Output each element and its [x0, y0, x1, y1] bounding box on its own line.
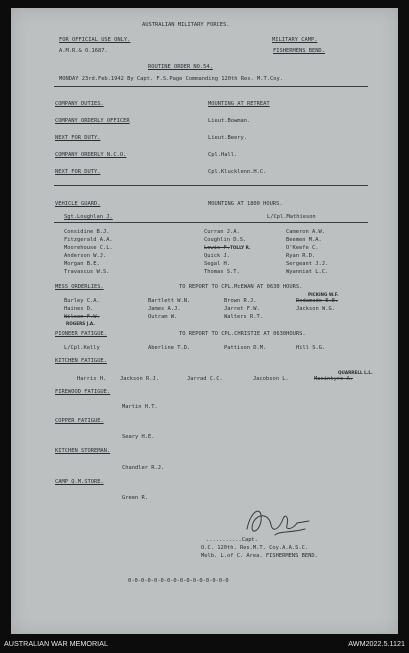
- orderly-nco-label: COMPANY ORDERLY N.C.O.: [55, 152, 127, 158]
- storeman-name: Chandler R.J.: [122, 465, 165, 471]
- guard-name: Beemen M.A.: [286, 237, 322, 243]
- handwritten-note: ROGERS J.A.: [66, 321, 95, 326]
- guard-name: Ryan R.D.: [286, 253, 316, 259]
- footer-accession: AWM2022.5.1121: [348, 639, 405, 648]
- orderly-nco: Cpl.Hall.: [208, 152, 238, 158]
- next-duty-label: NEXT FOR DUTY.: [55, 135, 101, 141]
- end-dashes: 0-0-0-0-0-0-0-0-0-0-0-0-0-0-0-0: [128, 578, 229, 584]
- mess-name: James A.J.: [148, 306, 181, 312]
- vehicle-guard-sgt: Sgt.Loughlan J.: [64, 214, 113, 220]
- vehicle-guard-cpl: L/Cpl.Mathieson: [267, 214, 316, 220]
- official-use: FOR OFFICIAL USE ONLY.: [59, 37, 131, 43]
- mess-orderlies-label: MESS ORDERLIES.: [55, 284, 104, 290]
- guard-name: Fitzgerald A.A.: [64, 237, 113, 243]
- signature-melb: Melb. L.of C. Area. FISHERMENS BEND.: [201, 553, 318, 559]
- handwritten-note: PICKING W.F.: [308, 292, 339, 297]
- guard-name: Moorehouse C.L.: [64, 245, 113, 251]
- mess-name: Bartlett W.N.: [148, 298, 191, 304]
- footer-credit: AUSTRALIAN WAR MEMORIAL: [4, 639, 108, 648]
- mess-name-struck: Wilson F.W.: [64, 314, 100, 320]
- kitchen-name: Jarrad C.C.: [187, 376, 223, 382]
- divider: [54, 185, 368, 186]
- mounting-retreat: MOUNTING AT RETREAT: [208, 101, 270, 107]
- pioneer-name: Hill S.G.: [296, 345, 326, 351]
- camp-qm-name: Green R.: [122, 495, 148, 501]
- org-title: AUSTRALIAN MILITARY FORCES.: [142, 22, 230, 28]
- firewood-fatigue-label: FIREWOOD FATIGUE.: [55, 389, 111, 395]
- orderly-officer: Lieut.Bowman.: [208, 118, 251, 124]
- pioneer-fatigue-label: PIONEER FATIGUE.: [55, 331, 107, 337]
- guard-name: Thomas S.T.: [204, 269, 240, 275]
- guard-name: Sergeant J.J.: [286, 261, 329, 267]
- next-duty-2: Cpl.Klucklenn.H.C.: [208, 169, 267, 175]
- mess-report: TO REPORT TO CPL.McEWAN AT 0630 HOURS.: [179, 284, 303, 290]
- pioneer-report: TO REPORT TO CPL.CHRISTIE AT 0630HOURS.: [179, 331, 306, 337]
- mess-name-struck: Dodamade E.E.: [296, 298, 339, 304]
- company-duties-label: COMPANY DUTIES.: [55, 101, 104, 107]
- kitchen-name: Jacobson L.: [253, 376, 289, 382]
- mess-name: Jackson W.G.: [296, 306, 335, 312]
- location: FISHERMENS BEND.: [273, 48, 325, 54]
- mess-name: Haines D.: [64, 306, 94, 312]
- copper-name: Seary H.E.: [122, 434, 155, 440]
- mess-name: Burley C.A.: [64, 298, 100, 304]
- camp-label: MILITARY CAMP.: [272, 37, 318, 43]
- next-duty: Lieut.Beery.: [208, 135, 247, 141]
- copper-fatigue-label: COPPER FATIGUE.: [55, 418, 104, 424]
- kitchen-storeman-label: KITCHEN STOREMAN.: [55, 448, 111, 454]
- mess-name: Walters R.T.: [224, 314, 263, 320]
- divider: [54, 222, 368, 223]
- mess-name: Outram W.: [148, 314, 178, 320]
- next-duty-label-2: NEXT FOR DUTY.: [55, 169, 101, 175]
- kitchen-name: Jackson R.J.: [120, 376, 159, 382]
- pioneer-name: Aberline T.D.: [148, 345, 191, 351]
- guard-name: Coughlin D.S.: [204, 237, 247, 243]
- divider: [54, 86, 368, 87]
- guard-name: Morgan B.E.: [64, 261, 100, 267]
- orderly-officer-label: COMPANY ORDERLY OFFICER: [55, 118, 130, 124]
- routine-order: ROUTINE ORDER NO.54.: [148, 64, 213, 70]
- pioneer-name: L/Cpl.Kelly: [64, 345, 100, 351]
- guard-name: Wyanniat L.C.: [286, 269, 329, 275]
- guard-name-struck: Lewis F.: [204, 245, 230, 251]
- kitchen-fatigue-label: KITCHEN FATIGUE.: [55, 358, 107, 364]
- vehicle-guard-label: VEHICLE GUARD.: [55, 201, 101, 207]
- pioneer-name: Pattison D.M.: [224, 345, 267, 351]
- document-page: [11, 8, 398, 634]
- guard-name: O'Keefe C.: [286, 245, 319, 251]
- kitchen-name-struck: Macintyre A.: [314, 376, 353, 382]
- signature-capt: ...........Capt.: [206, 537, 258, 543]
- guard-name: Cameron A.W.: [286, 229, 325, 235]
- vehicle-guard-mounting: MOUNTING AT 1800 HOURS.: [208, 201, 283, 207]
- guard-name: Considine B.J.: [64, 229, 110, 235]
- handwritten-note: TOLLY R.: [230, 245, 251, 250]
- firewood-name: Martin H.T.: [122, 404, 158, 410]
- footer-bar: [0, 634, 409, 653]
- mess-name: Brown R.J.: [224, 298, 257, 304]
- date-line: MONDAY 23rd.Feb.1942 By Capt. F.S.Page Commanding 120th Res. M.T.Coy.: [59, 76, 283, 82]
- guard-name: Curran J.A.: [204, 229, 240, 235]
- guard-name: Travascus W.S.: [64, 269, 110, 275]
- mess-name: Jarret F.W.: [224, 306, 260, 312]
- guard-name: Anderson W.J.: [64, 253, 107, 259]
- guard-name: Segal H.: [204, 261, 230, 267]
- camp-qm-label: CAMP Q.M.STORE.: [55, 479, 104, 485]
- handwritten-note: QUARRELL L.L.: [338, 370, 373, 375]
- signature-oc: O.C. 120th. Res.M.T. Coy.A.A.S.C.: [201, 545, 309, 551]
- kitchen-name: Harris H.: [77, 376, 107, 382]
- guard-name: Quick J.: [204, 253, 230, 259]
- ref-number: A.M.R.& O.1687.: [59, 48, 108, 54]
